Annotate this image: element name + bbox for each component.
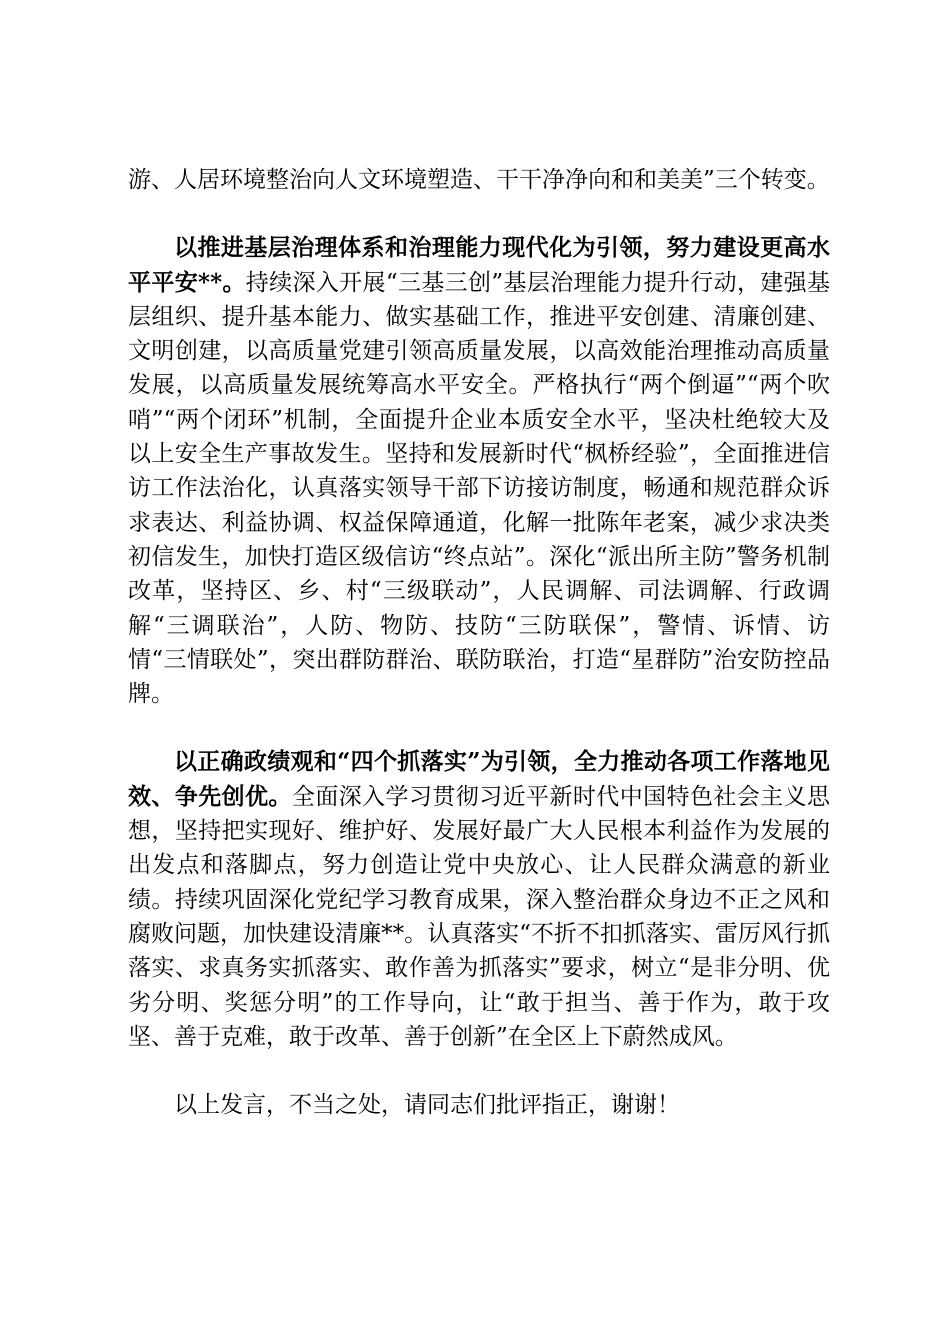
paragraph-heading: 以推进基层治理体系和治理能力现代化为引领，努力建设更高水平平安**。 [128, 234, 830, 296]
paragraph-text: 游、人居环境整治向人文环境塑造、干干净净向和和美美”三个转变。 [128, 167, 830, 193]
paragraph-governance [128, 231, 830, 711]
paragraph-spacer [128, 711, 830, 745]
paragraph-text: 以上发言，不当之处，请同志们批评指正，谢谢！ [174, 1092, 680, 1119]
document-page [128, 163, 830, 1122]
paragraph-spacer [128, 197, 830, 231]
paragraph-text: 持续深入开展“三基三创”基层治理能力提升行动，建强基层组织、提升基本能力、做实基础工作，推进平安创建、清廉创建、文明创建，以高质量党建引领高质量发展，以高效能治理推动高质量发展，以高质量发展统筹高水平安全。严格执行“两个倒逼”“两个吹哨”“两个闭环”机制，全面提升企业本质安全水平，坚决杜绝较大及以上安全生产事故发生。坚持和发展新时代“枫桥经验”，全面推进信访工作法治化，认真落实领导干部下访接访制度，畅通和规范群众诉求表达、利益协调、权益保障通道，化解一批陈年老案，减少求决类初信发生，加快打造区级信访“终点站”。深化“派出所主防”警务机制改革，坚持区、乡、村“三级联动”，人民调解、司法调解、行政调解“三调联治”，人防、物防、技防“三防联保”，警情、诉情、访情“三情联处”，突出群防群治、联防联治，打造“星群防”治安防控品牌。 [128, 269, 830, 708]
paragraph-continuation [128, 163, 830, 197]
paragraph-text: 全面深入学习贯彻习近平新时代中国特色社会主义思想，坚持把实现好、维护好、发展好最广大人民根本利益作为发展的出发点和落脚点，努力创造让党中央放心、让人民群众满意的新业绩。持续巩固深化党纪学习教育成果，深入整治群众身边不正之风和腐败问题，加快建设清廉**。认真落实“不折不扣抓落实、雷厉风行抓落实、求真务实抓落实、敢作善为抓落实”要求，树立“是非分明、优劣分明、奖惩分明”的工作导向，让“敢于担当、善于作为，敢于攻坚、善于克难，敢于改革、善于创新”在全区上下蔚然成风。 [128, 783, 831, 1050]
paragraph-closing [128, 1088, 830, 1122]
paragraph-performance [128, 745, 830, 1054]
paragraph-heading: 以正确政绩观和“四个抓落实”为引领，全力推动各项工作落地见效、争先创优。 [128, 748, 830, 810]
paragraph-spacer [128, 1054, 830, 1088]
